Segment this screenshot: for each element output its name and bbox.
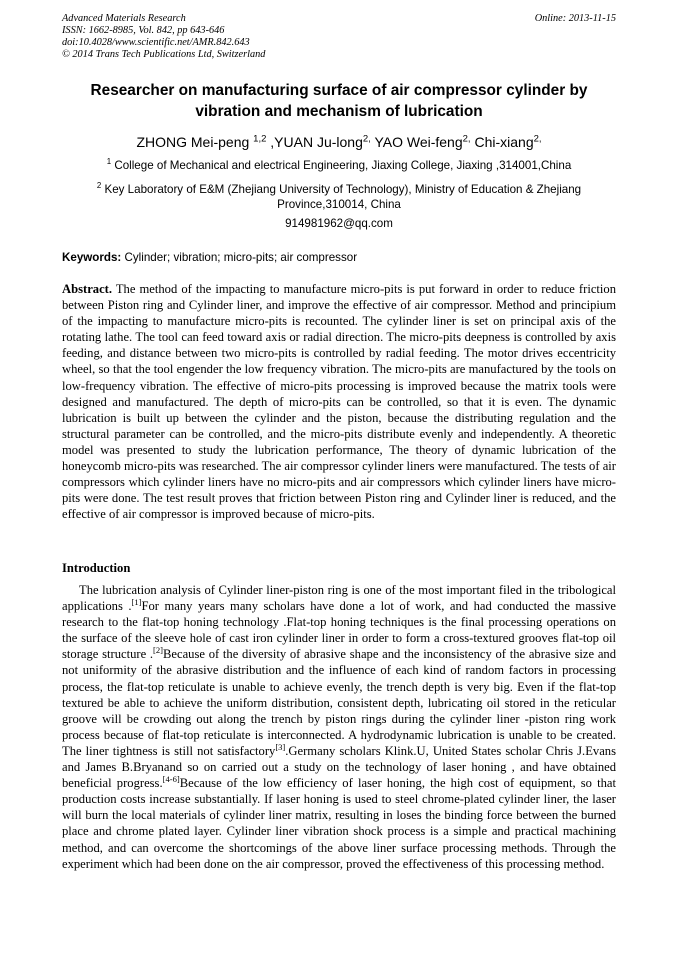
intro-text-5: Because of the low efficiency of laser honing, the high cost of equipment, so that production costs increase substantially. If laser honing is used to steel chrome-plated cylinder liner, the laser will burn the local materials of cylinder liner matrix, resulting in loses the binding force between the burned place and chrome plated layer. Cylinder liner vibration shock process is a simple and practical machining method, and can overcome the shortcomings of the above liner surface processing methods. Through the experiment which had been done on the air compressor, proved the effectiveness of this processing method. (62, 776, 616, 871)
doi-line: doi:10.4028/www.scientific.net/AMR.842.643 (62, 37, 250, 48)
author-4: Chi-xiang (470, 134, 534, 150)
citation-1: [1] (131, 596, 142, 607)
citation-4-6: [4-6] (162, 773, 180, 784)
intro-text-2: For many years many scholars have done a lot of work, and had conducted the massive research to the flat-top honing technology .Flat-top honing techniques is the final processing operations on the surface of the sleeve hole of cast iron cylinder liner in order to form a cross-textured grooves flat-top oil storage structure . (62, 599, 616, 662)
copyright-line: © 2014 Trans Tech Publications Ltd, Switzerland (62, 49, 266, 60)
intro-text-3: Because of the diversity of abrasive shape and the inconsistency of the abrasive size and not uniformity of the abrasive distribution and the influence of each kind of random factors in processing process, the flat-top reticulate is unable to achieve evenly, the trench depth is very big. Even if the flat-top textured be able to achieve the uniform distribution, consistent depth, lubricating oil stored in the reticular groove will be crowding out along the trench by piston rings during the cylinder liner -piston ring work process because of flat-top reticulate is interconnected. A hydrodynamic lubrication is unable to be created. The liner tightness is still not satisfactory (62, 647, 616, 758)
author-3: YAO Wei-feng (370, 134, 463, 150)
affiliation-2-line-1: Key Laboratory of E&M (Zhejiang University of Technology), Ministry of Education & Zhejiang (101, 183, 582, 196)
abstract-label: Abstract. (62, 282, 113, 296)
author-4-affil: 2, (533, 133, 542, 145)
author-list (62, 133, 616, 151)
citation-2: [2] (153, 645, 164, 656)
keywords-text: Cylinder; vibration; micro-pits; air compressor (121, 251, 358, 264)
affiliation-2-line-2: Province,310014, China (277, 198, 401, 211)
online-date: Online: 2013-11-15 (534, 13, 616, 24)
author-1: ZHONG Mei-peng (136, 134, 254, 150)
author-1-affil: 1,2 (253, 133, 267, 145)
affiliation-2 (62, 182, 616, 212)
affiliation-1-number: 1 (106, 157, 112, 167)
abstract (62, 281, 616, 522)
keywords (62, 251, 357, 264)
author-2-affil: 2, (362, 133, 371, 145)
citation-3: [3] (275, 741, 286, 752)
author-3-affil: 2, (462, 133, 471, 145)
keywords-label: Keywords: (62, 251, 122, 264)
journal-name: Advanced Materials Research (62, 13, 186, 24)
introduction-heading: Introduction (62, 561, 131, 575)
affiliation-1 (62, 158, 616, 173)
introduction-paragraph (62, 582, 616, 872)
journal-header-block (62, 13, 265, 61)
intro-text-4: .Germany scholars Klink.U, United States scholar Chris J.Evans and James B.Bryanand so on carried out a study on the technology of laser honing , and have obtained beneficial progress. (62, 743, 616, 791)
affiliation-2-number: 2 (96, 181, 102, 191)
affiliation-1-text: College of Mechanical and electrical Engineering, Jiaxing College, Jiaxing ,314001,China (111, 159, 572, 172)
paper-title: Researcher on manufacturing surface of air compressor cylinder by vibration and mechanism of lubrication (90, 82, 588, 120)
author-email: 914981962@qq.com (285, 217, 393, 230)
issn-line: ISSN: 1662-8985, Vol. 842, pp 643-646 (62, 25, 225, 36)
intro-text-1: The lubrication analysis of Cylinder liner-piston ring is one of the most important filed in the tribological applications . (62, 583, 616, 614)
author-2: ,YUAN Ju-long (266, 134, 363, 150)
abstract-text: The method of the impacting to manufacture micro-pits is put forward in order to reduce friction between Piston ring and Cylinder liner, and improve the effective of air compressor. Method and principium of the impacting to manufacture micro-pits is recounted. The cylinder liner is set on principal axis of the rotating lathe. The tool can feed toward axis or radial direction. The micro-pits deepness is controlled by axis feeding, and distance between two micro-pits is controlled by radial feeding. The motor drives eccentricity wheel, so that the tool engender the low frequency vibration. The micro-pits are manufactured by the tools on low-frequency vibration. The effective of micro-pits processing is improved because the matrix tools were designed and manufactured. The depth of micro-pits can be controlled, so that it is even. The dynamic lubrication is built up between the cylinder and the piston, because the distributing regulation and the structural parameter can be controlled, and the micro-pits distribute evenly and independently. A theoretic model was presented to study the lubrication performance, The theory of dynamic lubrication of the honeycomb micro-pits was researched. The air compressor cylinder liners were manufactured. The tests of air compressors which cylinder liners have no micro-pits and air compressors which cylinder liners have micro-pits were done. The test result proves that friction between Piston ring and Cylinder liner is reduced, and the effective of air compressor is improved because of micro-pits. (62, 282, 616, 522)
